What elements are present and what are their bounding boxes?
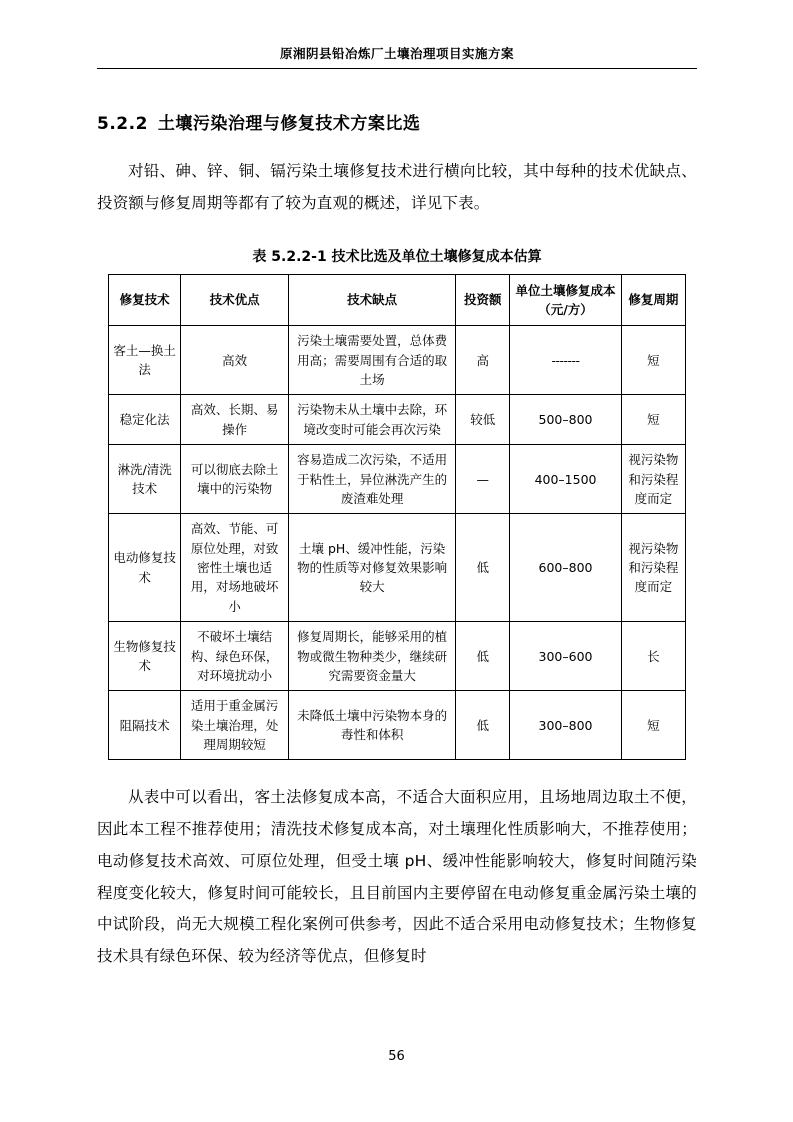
cell-pros: 适用于重金属污染土壤治理，处理周期较短 (181, 691, 289, 760)
cell-tech: 稳定化法 (109, 395, 181, 445)
table-row (109, 395, 686, 445)
cell-pros: 高效、长期、易操作 (181, 395, 289, 445)
cell-tech: 淋洗/清洗技术 (109, 445, 181, 514)
cell-cost: 500–800 (510, 395, 622, 445)
header-cell-cost: 单位土壤修复成本（元/方） (510, 274, 622, 326)
section-heading (97, 109, 697, 134)
header-cell-period: 修复周期 (621, 274, 685, 326)
table-header-row (109, 274, 686, 326)
cell-cost: ------- (510, 326, 622, 395)
table-row (109, 622, 686, 691)
section-title-text: 土壤污染治理与修复技术方案比选 (157, 114, 421, 134)
header-cell-tech: 修复技术 (109, 274, 181, 326)
table-row (109, 691, 686, 760)
cell-period: 短 (621, 691, 685, 760)
cell-invest: 低 (456, 514, 510, 622)
cell-cost: 400–1500 (510, 445, 622, 514)
cell-period: 长 (621, 622, 685, 691)
cell-tech: 生物修复技术 (109, 622, 181, 691)
cell-cons: 土壤 pH、缓冲性能，污染物的性质等对修复效果影响较大 (288, 514, 456, 622)
cell-invest: 较低 (456, 395, 510, 445)
cell-period: 视污染物和污染程度而定 (621, 445, 685, 514)
running-header: 原湘阴县铅冶炼厂土壤治理项目实施方案 (97, 44, 697, 69)
cell-period: 视污染物和污染程度而定 (621, 514, 685, 622)
page-number: 56 (388, 1049, 405, 1064)
cell-cons: 修复周期长，能够采用的植物或微生物种类少，继续研究需要资金量大 (288, 622, 456, 691)
cell-pros: 不破坏土壤结构、绿色环保，对环境扰动小 (181, 622, 289, 691)
table-row (109, 326, 686, 395)
section-number: 5.2.2 (97, 114, 148, 134)
cell-period: 短 (621, 326, 685, 395)
analysis-paragraph: 从表中可以看出，客土法修复成本高，不适合大面积应用，且场地周边取土不便，因此本工程不推荐使用；清洗技术修复成本高，对土壤理化性质影响大，不推荐使用；电动修复技术高效、可原位处理，但受土壤 pH、缓冲性能影响较大，修复时间随污染程度变化较大，修复时间可能较长，且目前国内主要停留在电动修复重金属污染土壤的中试阶段，尚无大规模工程化案例可供参考，因此不适合采用电动修复技术；生物修复技术具有绿色环保、较为经济等优点，但修复时 (97, 788, 697, 966)
table-row (109, 445, 686, 514)
table-row (109, 514, 686, 622)
header-cell-pros: 技术优点 (181, 274, 289, 326)
cell-cons: 污染物未从土壤中去除，环境改变时可能会再次污染 (288, 395, 456, 445)
cell-invest: 高 (456, 326, 510, 395)
cell-cost: 300–800 (510, 691, 622, 760)
cell-pros: 高效 (181, 326, 289, 395)
cell-cons: 污染土壤需要处置，总体费用高；需要周围有合适的取土场 (288, 326, 456, 395)
cell-tech: 阻隔技术 (109, 691, 181, 760)
cell-invest: — (456, 445, 510, 514)
cell-tech: 电动修复技术 (109, 514, 181, 622)
cell-invest: 低 (456, 622, 510, 691)
technology-comparison-table (108, 274, 686, 761)
header-cell-cons: 技术缺点 (288, 274, 456, 326)
page-content (97, 44, 697, 973)
table-caption: 表 5.2.2-1 技术比选及单位土壤修复成本估算 (252, 248, 542, 265)
cell-cons: 未降低土壤中污染物本身的毒性和体积 (288, 691, 456, 760)
cell-cost: 600–800 (510, 514, 622, 622)
cell-pros: 高效、节能、可原位处理，对致密性土壤也适用，对场地破坏小 (181, 514, 289, 622)
cell-pros: 可以彻底去除土壤中的污染物 (181, 445, 289, 514)
cell-tech: 客土—换土法 (109, 326, 181, 395)
intro-paragraph: 对铅、砷、锌、铜、镉污染土壤修复技术进行横向比较，其中每种的技术优缺点、投资额与修复周期等都有了较为直观的概述，详见下表。 (97, 162, 697, 212)
cell-invest: 低 (456, 691, 510, 760)
cell-cons: 容易造成二次污染，不适用于粘性土，异位淋洗产生的废渣难处理 (288, 445, 456, 514)
cell-period: 短 (621, 395, 685, 445)
header-cell-invest: 投资额 (456, 274, 510, 326)
cell-cost: 300–600 (510, 622, 622, 691)
